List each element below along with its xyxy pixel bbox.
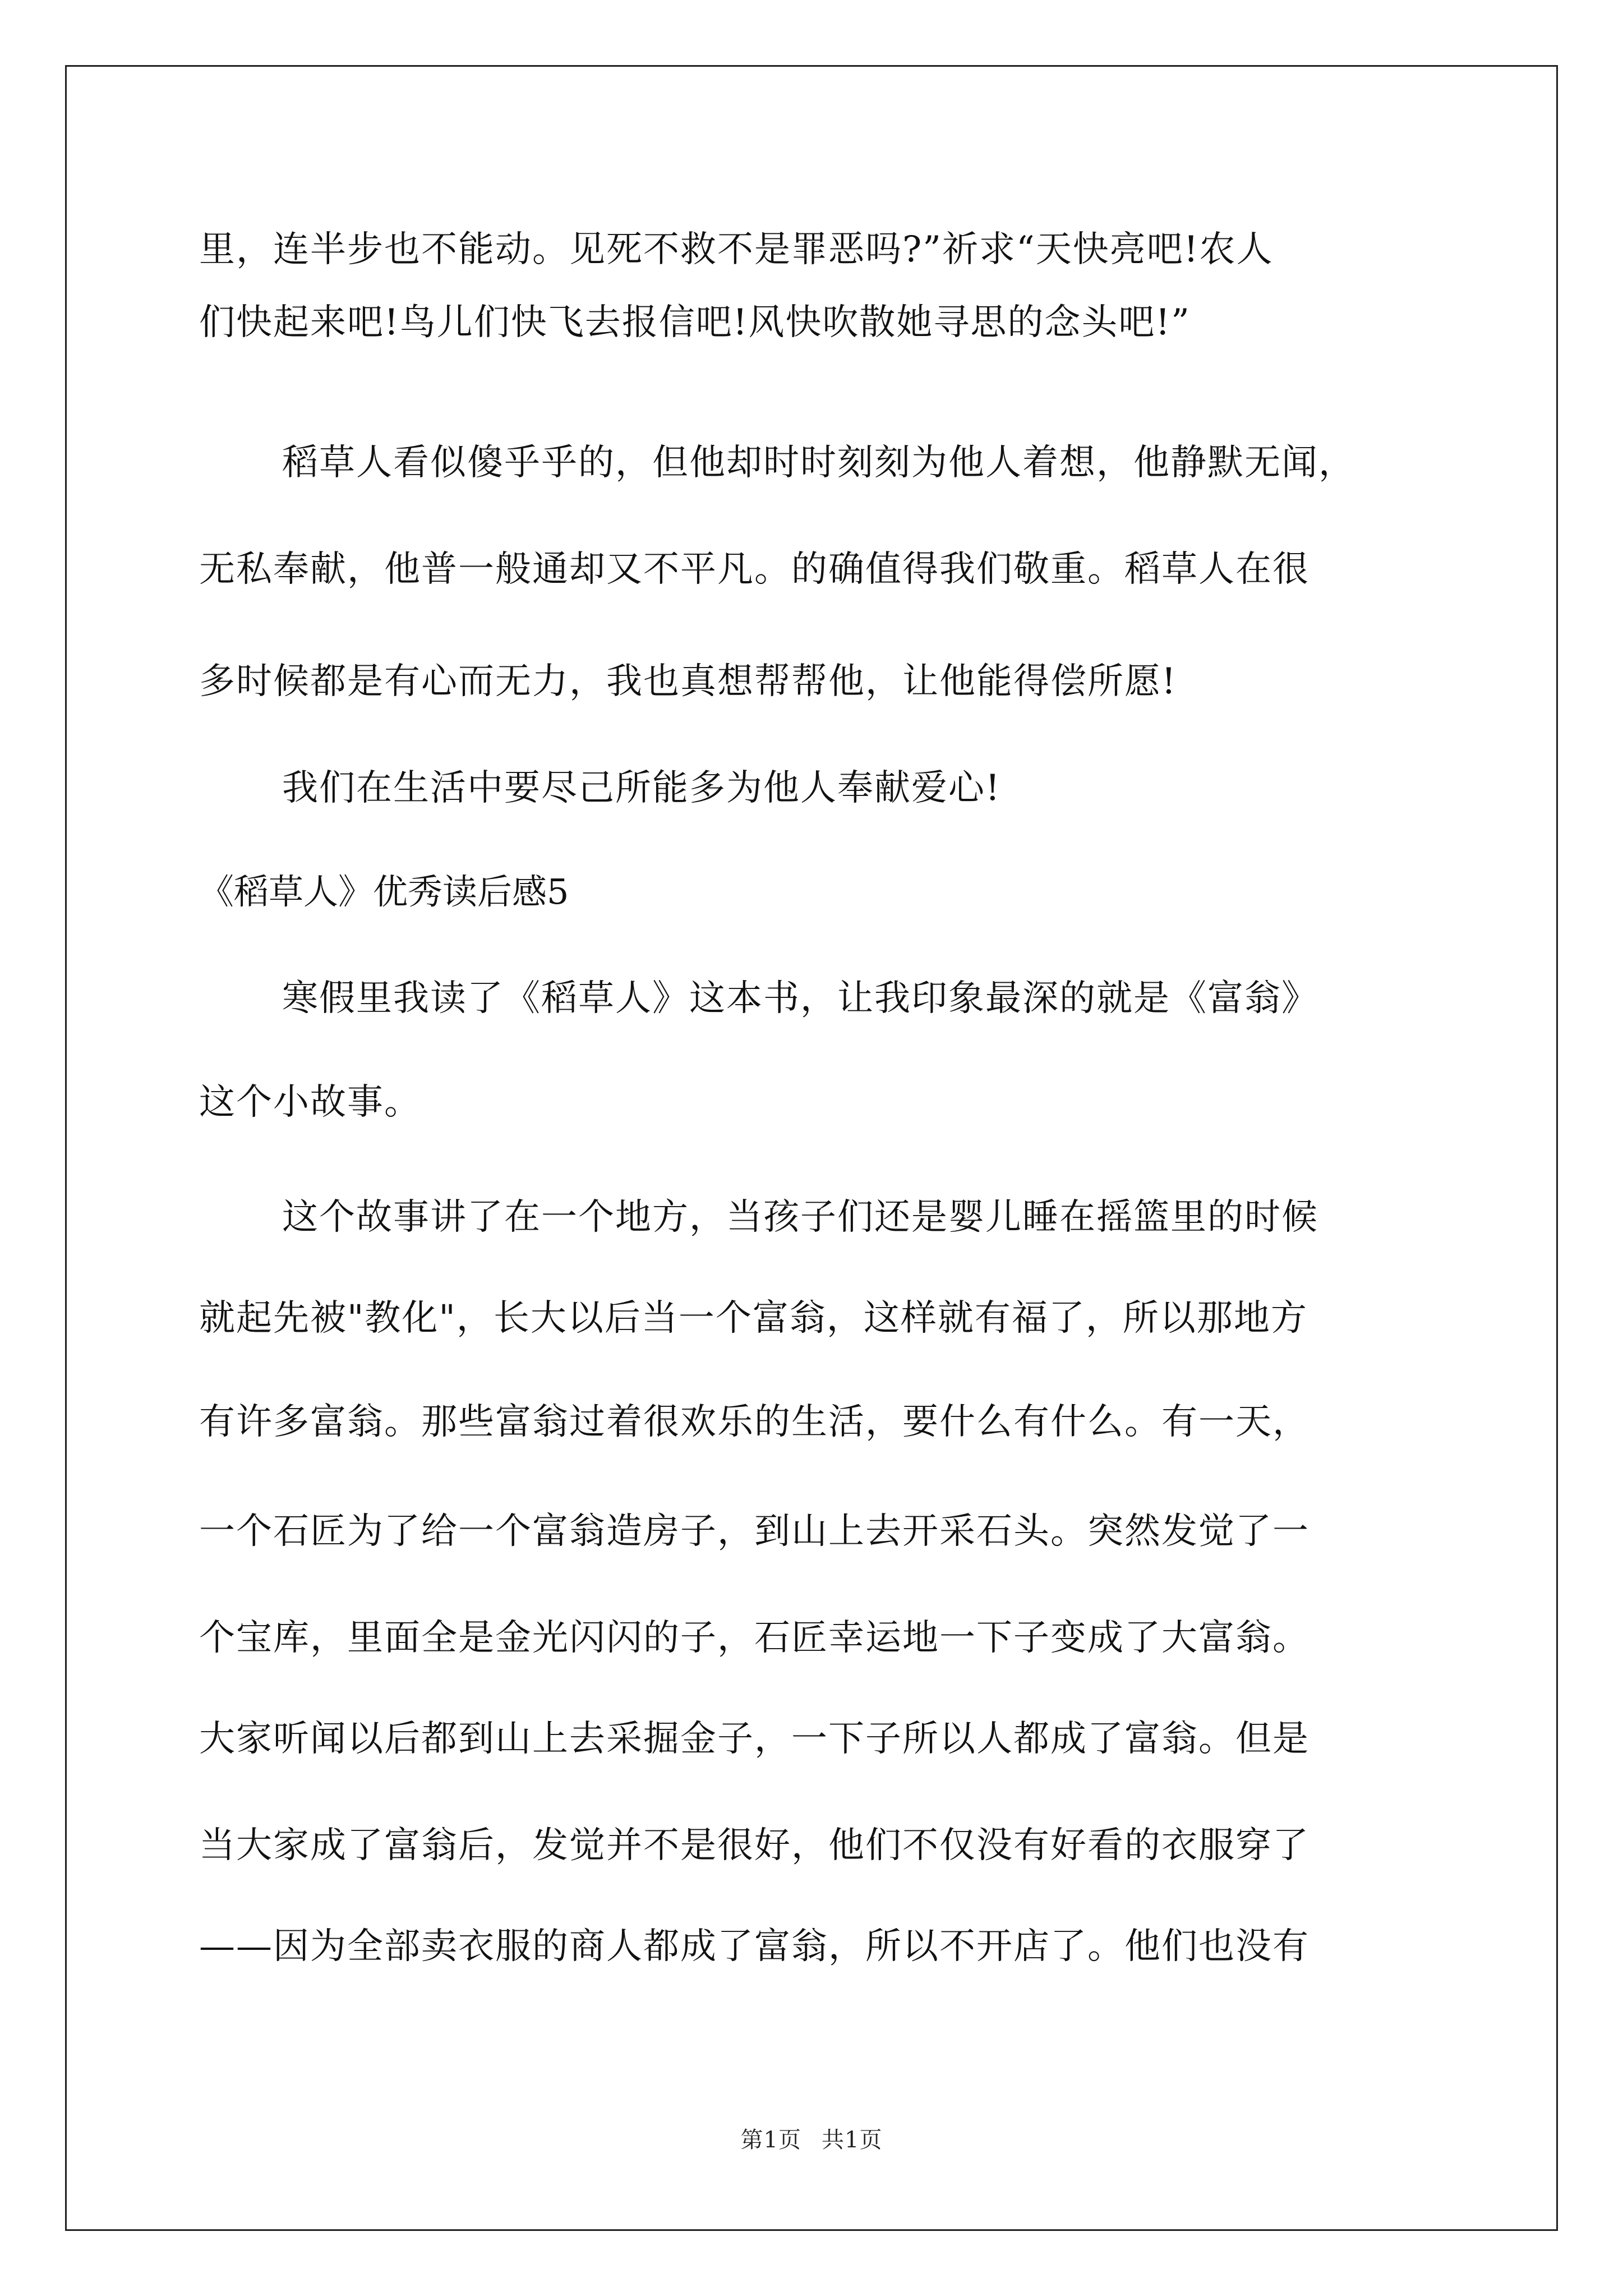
page-footer — [0, 2126, 1623, 2154]
text-line: 大家听闻以后都到山上去采掘金子，一下子所以人都成了富翁。但是 — [199, 1718, 1310, 1760]
text-line: ——因为全部卖衣服的商人都成了富翁，所以不开店了。他们也没有 — [199, 1926, 1310, 1967]
page-border — [65, 65, 1558, 2231]
text-line: 无私奉献，他普一般通却又不平凡。的确值得我们敬重。稻草人在很 — [199, 549, 1310, 590]
paragraph-line: 寒假里我读了《稻草人》这本书，让我印象最深的就是《富翁》 — [282, 978, 1318, 1019]
paragraph-line: 这个故事讲了在一个地方，当孩子们还是婴儿睡在摇篮里的时候 — [282, 1197, 1318, 1238]
text-line: 个宝库，里面全是金光闪闪的子，石匠幸运地一下子变成了大富翁。 — [199, 1617, 1310, 1659]
text-line: 就起先被"教化"，长大以后当一个富翁，这样就有福了，所以那地方 — [199, 1297, 1308, 1339]
text-line: 里，连半步也不能动。见死不救不是罪恶吗?”祈求“天快亮吧!农人 — [199, 229, 1274, 270]
section-title: 《稻草人》优秀读后感5 — [199, 871, 569, 912]
paragraph-line: 稻草人看似傻乎乎的，但他却时时刻刻为他人着想，他静默无闻， — [282, 442, 1355, 484]
text-line: 这个小故事。 — [199, 1082, 421, 1123]
page-total: 共1页 — [822, 2127, 883, 2153]
paragraph-line: 我们在生活中要尽己所能多为他人奉献爱心! — [282, 767, 1001, 809]
text-line: 有许多富翁。那些富翁过着很欢乐的生活，要什么有什么。有一天， — [199, 1401, 1310, 1443]
page-number: 第1页 — [740, 2127, 801, 2153]
text-line: 多时候都是有心而无力，我也真想帮帮他，让他能得偿所愿! — [199, 661, 1177, 702]
text-line: 一个石匠为了给一个富翁造房子，到山上去开采石头。突然发觉了一 — [199, 1511, 1310, 1552]
text-line: 们快起来吧!鸟儿们快飞去报信吧!风快吹散她寻思的念头吧!” — [199, 302, 1191, 343]
text-line: 当大家成了富翁后，发觉并不是很好，他们不仅没有好看的衣服穿了 — [199, 1825, 1310, 1866]
